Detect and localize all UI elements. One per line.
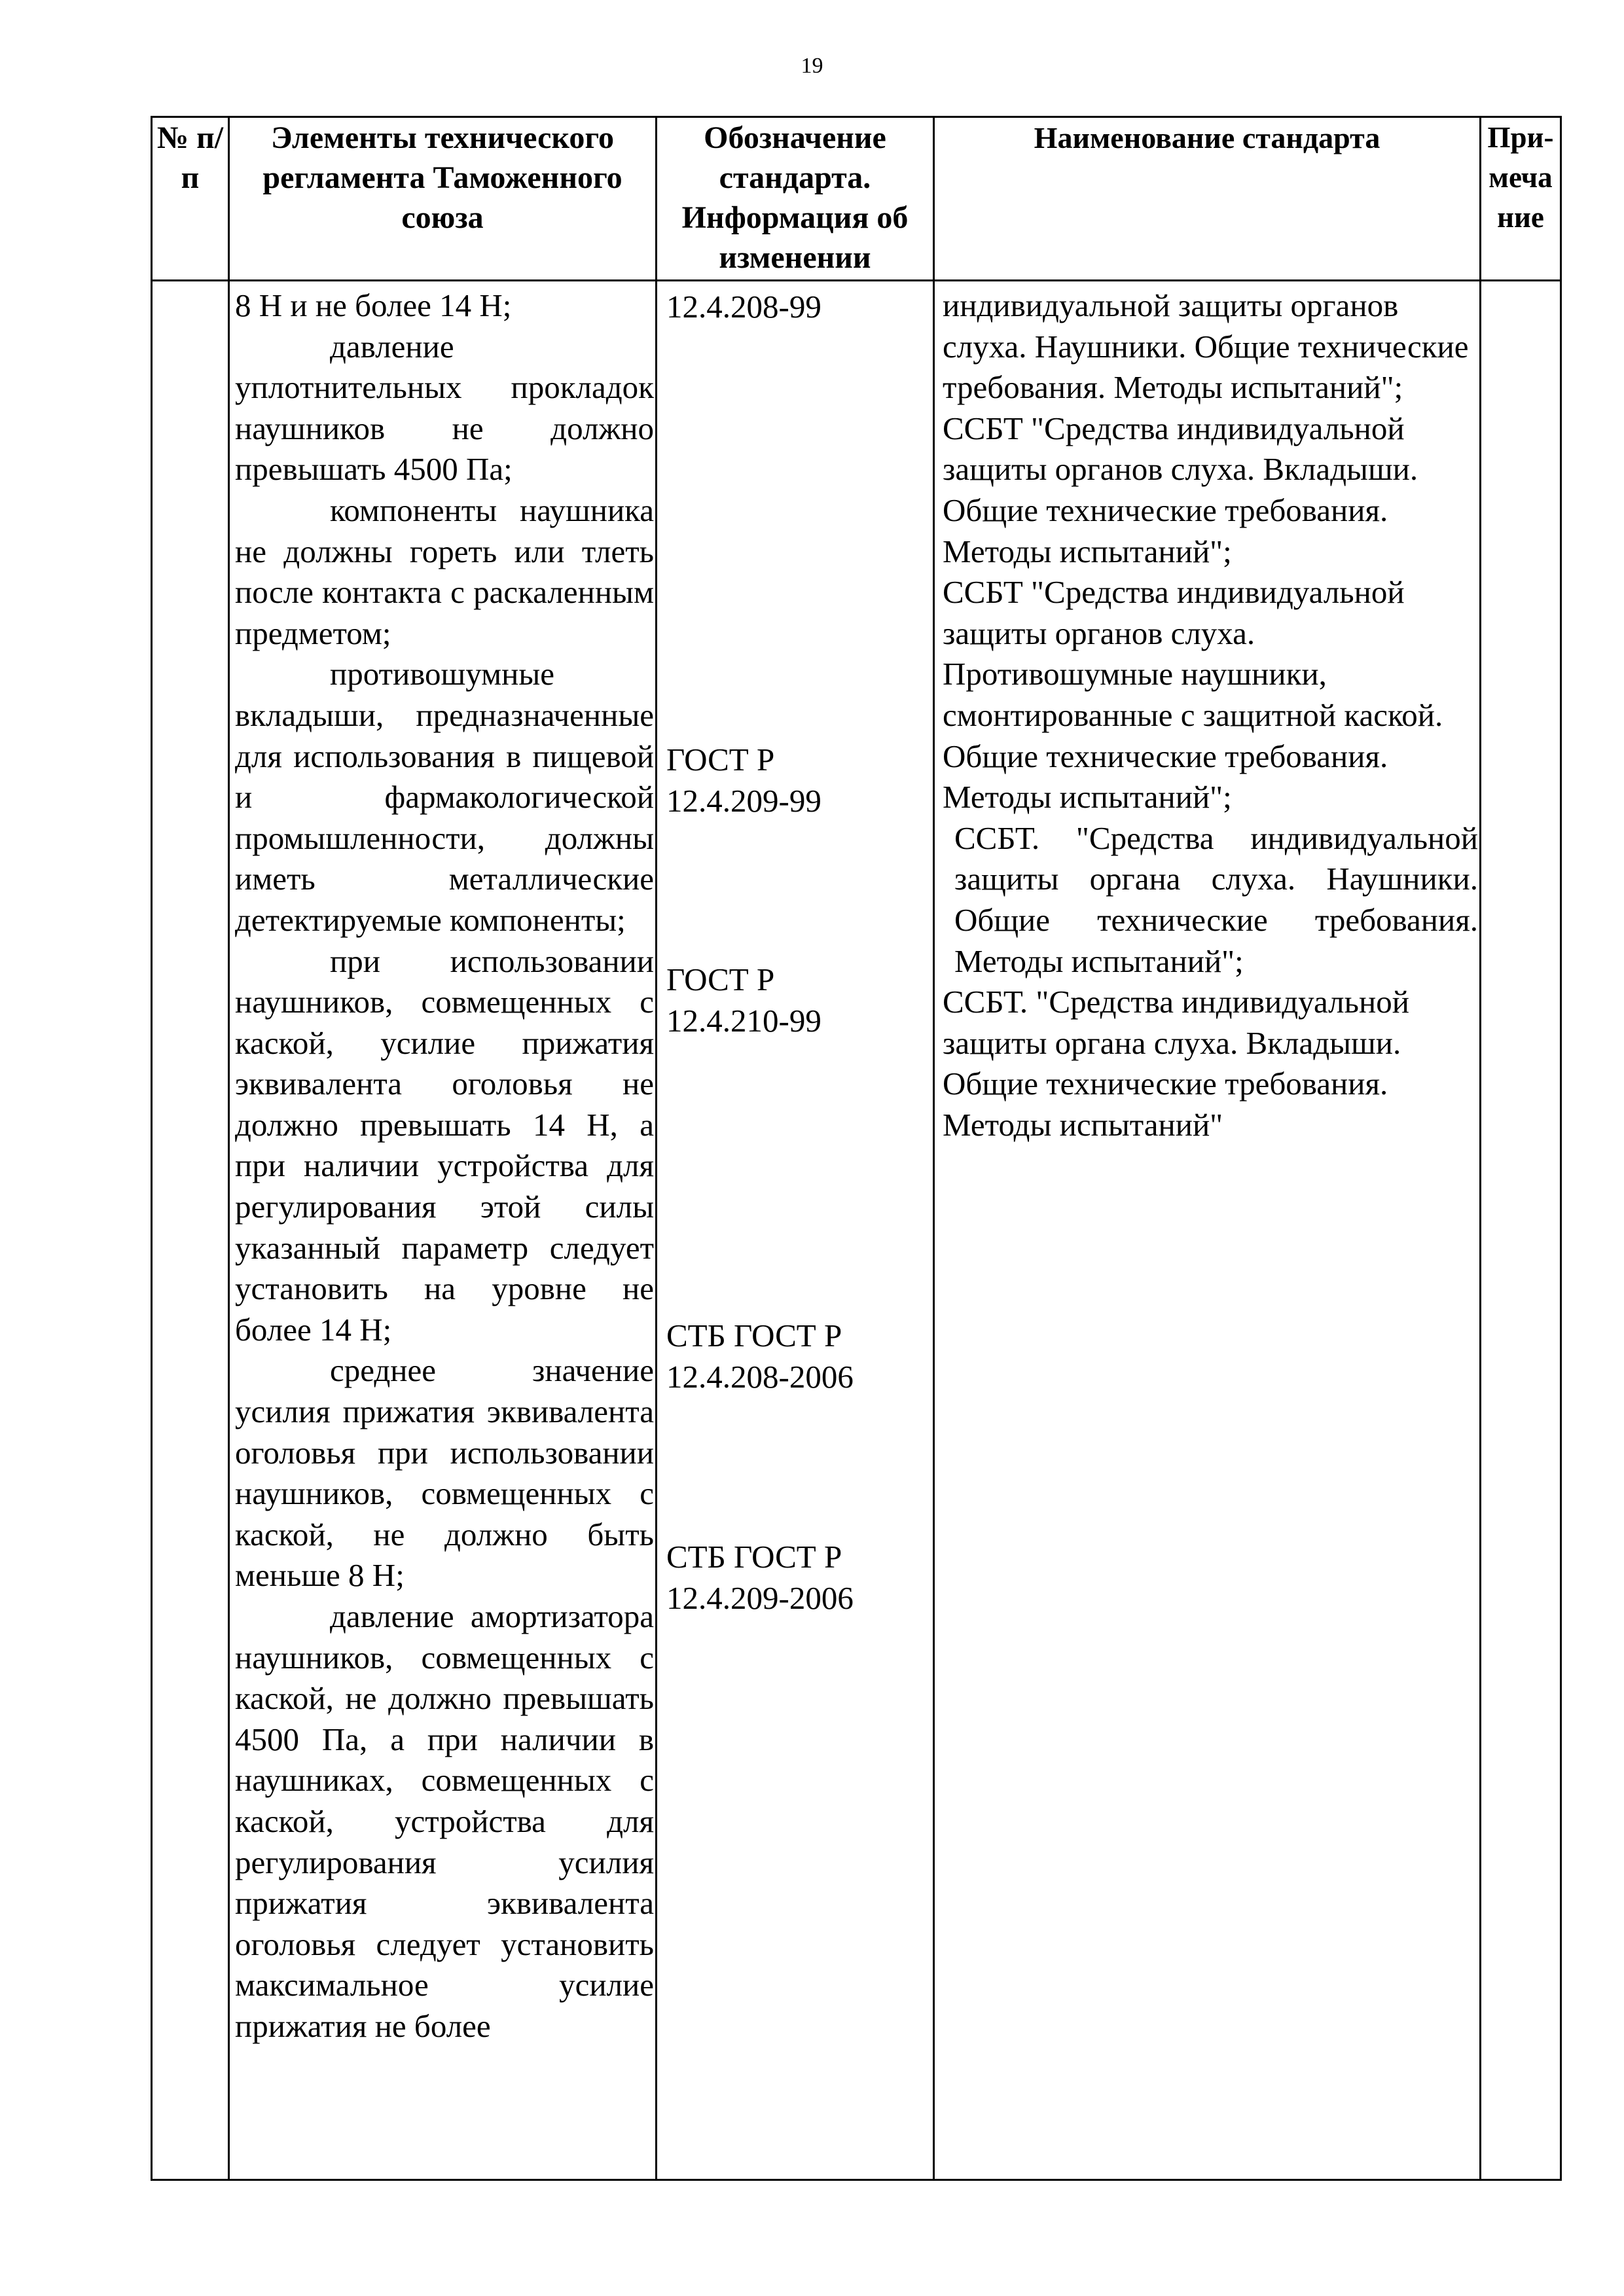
standard-name-cell (934, 281, 1481, 2180)
standard-name: ССБТ "Средства индивидуальной защиты органов слуха. Вкладыши. Общие технические требования. Методы испытаний"; (943, 410, 1418, 569)
note-cell (1481, 281, 1561, 2180)
header-name: Наименование стандарта (934, 117, 1481, 281)
elements-cell (229, 281, 657, 2180)
page-number: 19 (801, 54, 823, 78)
regulation-table (151, 116, 1562, 2181)
element-paragraph: давление уплотнительных прокладок наушников не должно превышать 4500 Па; (235, 328, 654, 488)
element-paragraph: среднее значение усилия прижатия эквивалента оголовья при использовании наушников, совмещенных с каской, не должно быть меньше 8 Н; (235, 1352, 654, 1594)
num-cell (152, 281, 229, 2180)
designation-cell (657, 281, 934, 2180)
element-paragraph: 8 Н и не более 14 Н; (235, 287, 512, 323)
standard-designation: ГОСТ Р 12.4.209-99 (666, 742, 821, 819)
standard-designation: 12.4.208-99 (666, 289, 821, 325)
element-paragraph: давление амортизатора наушников, совмещенных с каской, не должно превышать 4500 Па, а при наличии в наушниках, совмещенных с каской, устройства для регулирования усилия прижатия эквивалента оголовья следует установить максимальное усилие прижатия не более (235, 1598, 654, 2044)
standard-designation: СТБ ГОСТ Р 12.4.208-2006 (666, 1318, 854, 1395)
standard-name: ССБТ. "Средства индивидуальной защиты органа слуха. Наушники. Общие технические требования. Методы испытаний"; (954, 819, 1478, 979)
standard-name: ССБТ. "Средства индивидуальной защиты органа слуха. Вкладыши. Общие технические требования. Методы испытаний" (943, 984, 1409, 1143)
element-paragraph: компоненты наушника не должны гореть или тлеть после контакта с раскаленным предметом; (235, 492, 654, 651)
header-elements: Элементы технического регламента Таможенного союза (229, 117, 657, 281)
table-header-row (152, 117, 1561, 281)
header-note: При-меча ние (1481, 117, 1561, 281)
standard-designation: ГОСТ Р 12.4.210-99 (666, 961, 821, 1039)
standard-name: индивидуальной защиты органов слуха. Наушники. Общие технические требования. Методы испытаний"; (943, 287, 1469, 406)
table-row (152, 281, 1561, 2180)
standard-designation: СТБ ГОСТ Р 12.4.209-2006 (666, 1539, 854, 1616)
header-designation: Обозначение стандарта. Информация об изменении (657, 117, 934, 281)
element-paragraph: противошумные вкладыши, предназначенные для использования в пищевой и фармакологической промышленности, должны иметь металлические детектируемые компоненты; (235, 656, 654, 938)
header-num: № п/п (152, 117, 229, 281)
standard-name: ССБТ "Средства индивидуальной защиты органов слуха. Противошумные наушники, смонтированные с защитной каской. Общие технические требования. Методы испытаний"; (943, 574, 1443, 816)
element-paragraph: при использовании наушников, совмещенных с каской, усилие прижатия эквивалента оголовья не должно превышать 14 Н, а при наличии устройства для регулирования этой силы указанный параметр следует установить на уровне не более 14 Н; (235, 942, 654, 1348)
